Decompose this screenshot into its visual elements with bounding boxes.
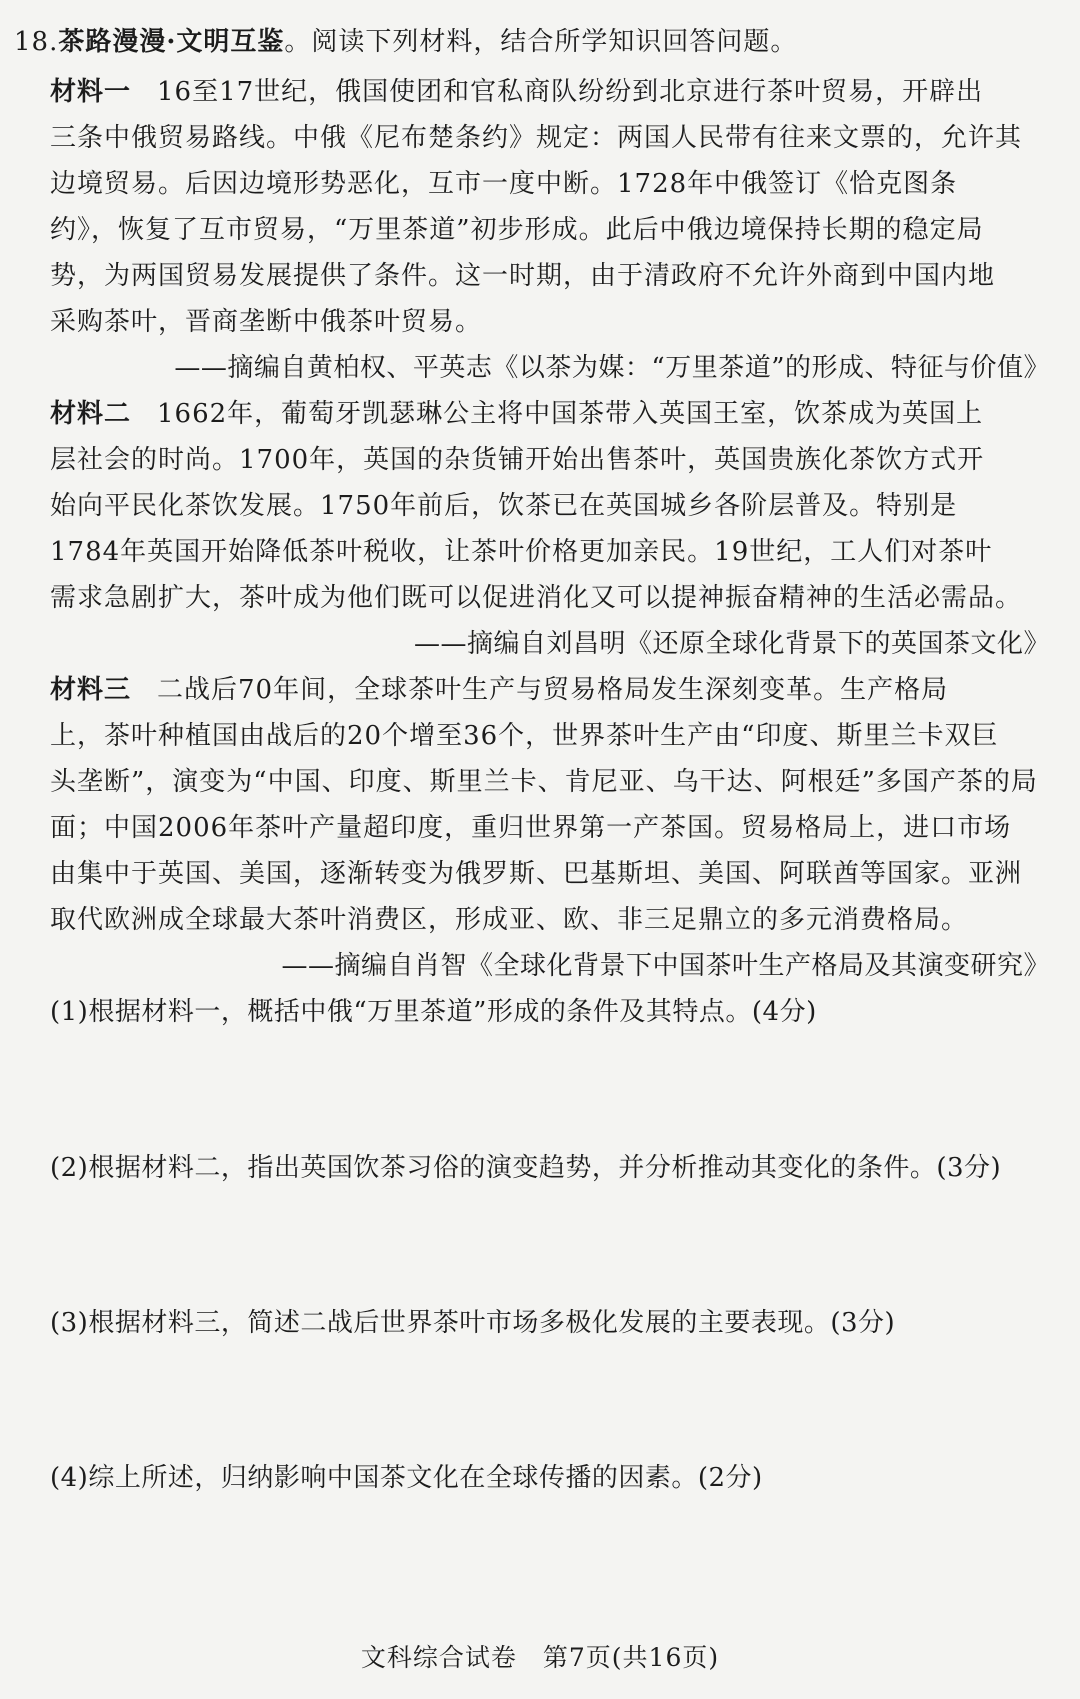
material2-label: 材料二 (50, 399, 132, 429)
question-number: 18. (14, 27, 59, 57)
material2-source: ——摘编自刘昌明《还原全球化背景下的英国茶文化》 (413, 629, 1050, 659)
sub-question-2: (2)根据材料二，指出英国饮茶习俗的演变趋势，并分析推动其变化的条件。(3分) (50, 1153, 1002, 1183)
material1-line-4: 约》，恢复了互市贸易，“万里茶道”初步形成。此后中俄边境保持长期的稳定局 (50, 215, 984, 245)
material2-text: 1662年，葡萄牙凯瑟琳公主将中国茶带入英国王室，饮茶成为英国上 (157, 399, 984, 429)
material2-line-4: 1784年英国开始降低茶叶税收，让茶叶价格更加亲民。19世纪，工人们对茶叶 (50, 537, 993, 567)
material1-source: ——摘编自黄柏权、平英志《以茶为媒：“万里茶道”的形成、特征与价值》 (174, 353, 1050, 383)
page-footer: 文科综合试卷 第7页(共16页) (360, 1643, 720, 1672)
material1-line-5: 势，为两国贸易发展提供了条件。这一时期，由于清政府不允许外商到中国内地 (50, 261, 996, 291)
question-title (14, 22, 1014, 62)
material3-line-4: 面；中国2006年茶叶产量超印度，重归世界第一产茶国。贸易格局上，进口市场 (50, 813, 1012, 843)
material2-line-5: 需求急剧扩大，茶叶成为他们既可以促进消化又可以提神振奋精神的生活必需品。 (50, 583, 1023, 613)
material1-line-1 (50, 72, 1050, 112)
material2-line-3: 始向平民化茶饮发展。1750年前后，饮茶已在英国城乡各阶层普及。特别是 (50, 491, 958, 521)
question-instruction: 。阅读下列材料，结合所学知识回答问题。 (284, 27, 798, 57)
material3-line-2: 上，茶叶种植国由战后的20个增至36个，世界茶叶生产由“印度、斯里兰卡双巨 (50, 721, 999, 751)
sub-question-3: (3)根据材料三，简述二战后世界茶叶市场多极化发展的主要表现。(3分) (50, 1308, 896, 1338)
material1-line-6: 采购茶叶，晋商垄断中俄茶叶贸易。 (50, 307, 483, 337)
material1-text: 16至17世纪，俄国使团和官私商队纷纷到北京进行茶叶贸易，开辟出 (157, 77, 984, 107)
material3-line-1 (50, 670, 1050, 710)
material3-source: ——摘编自肖智《全球化背景下中国茶叶生产格局及其演变研究》 (281, 951, 1050, 981)
material3-text: 二战后70年间，全球茶叶生产与贸易格局发生深刻变革。生产格局 (157, 675, 949, 705)
sub-question-4: (4)综上所述，归纳影响中国茶文化在全球传播的因素。(2分) (50, 1463, 763, 1493)
material1-label: 材料一 (50, 77, 132, 107)
material3-label: 材料三 (50, 675, 132, 705)
material3-line-5: 由集中于英国、美国，逐渐转变为俄罗斯、巴基斯坦、美国、阿联酋等国家。亚洲 (50, 859, 1023, 889)
sub-question-1: (1)根据材料一，概括中俄“万里茶道”形成的条件及其特点。(4分) (50, 997, 817, 1027)
material1-line-3: 边境贸易。后因边境形势恶化，互市一度中断。1728年中俄签订《恰克图条 (50, 169, 958, 199)
material3-line-3: 头垄断”，演变为“中国、印度、斯里兰卡、肯尼亚、乌干达、阿根廷”多国产茶的局 (50, 767, 1038, 797)
question-topic: 茶路漫漫·文明互鉴 (58, 27, 285, 57)
material3-line-6: 取代欧洲成全球最大茶叶消费区，形成亚、欧、非三足鼎立的多元消费格局。 (50, 905, 969, 935)
material1-line-2: 三条中俄贸易路线。中俄《尼布楚条约》规定：两国人民带有往来文票的，允许其 (50, 123, 1023, 153)
material2-line-2: 层社会的时尚。1700年，英国的杂货铺开始出售茶叶，英国贵族化茶饮方式开 (50, 445, 985, 475)
material2-line-1 (50, 394, 1050, 434)
